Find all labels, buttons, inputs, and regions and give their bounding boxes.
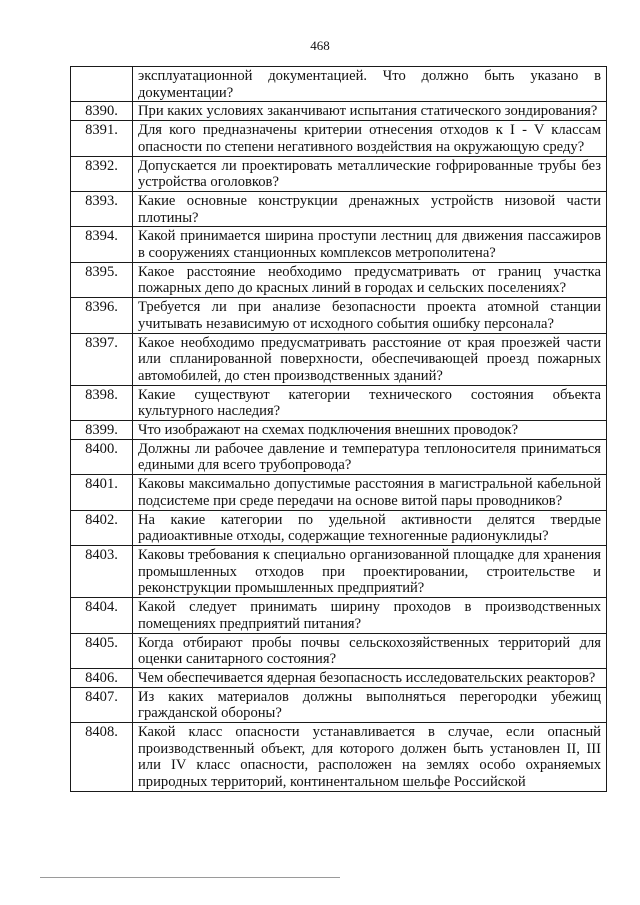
question-text: Требуется ли при анализе безопасности проекта атомной станции учитывать независимую от исходного события ошибку персонала? xyxy=(133,298,607,333)
question-text: Какое расстояние необходимо предусматривать от границ участка пожарных депо до красных линий в городах и сельских поселениях? xyxy=(133,262,607,297)
question-number: 8395. xyxy=(71,262,133,297)
question-text: Какие основные конструкции дренажных устройств низовой части плотины? xyxy=(133,191,607,226)
question-number: 8402. xyxy=(71,510,133,545)
table-row xyxy=(71,227,607,262)
question-text: Какое необходимо предусматривать расстояние от края проезжей части или спланированной поверхности, обеспечивающей проезд пожарных автомобилей, до стен производственных зданий? xyxy=(133,333,607,385)
table-row xyxy=(71,510,607,545)
table-row xyxy=(71,121,607,156)
table-row xyxy=(71,439,607,474)
question-text: Какие существуют категории технического состояния объекта культурного наследия? xyxy=(133,385,607,420)
question-number: 8405. xyxy=(71,633,133,668)
question-number: 8408. xyxy=(71,723,133,792)
question-number: 8396. xyxy=(71,298,133,333)
question-number: 8398. xyxy=(71,385,133,420)
table-row xyxy=(71,67,607,102)
question-number: 8407. xyxy=(71,687,133,722)
page-number: 468 xyxy=(310,38,330,53)
question-text: Что изображают на схемах подключения внешних проводок? xyxy=(133,421,607,440)
question-text: Какой класс опасности устанавливается в случае, если опасный производственный объект, для которого должен быть установлен II, III или IV класс опасности, расположен на землях особо охраняемых природных территорий, континентальном шельфе Российской xyxy=(133,723,607,792)
table-row xyxy=(71,385,607,420)
table-row xyxy=(71,687,607,722)
table-row xyxy=(71,668,607,687)
table-row xyxy=(71,102,607,121)
questions-table xyxy=(70,66,607,792)
question-text: Должны ли рабочее давление и температура теплоносителя приниматься едиными для всего трубопровода? xyxy=(133,439,607,474)
question-number: 8391. xyxy=(71,121,133,156)
question-number: 8390. xyxy=(71,102,133,121)
question-text: Чем обеспечивается ядерная безопасность исследовательских реакторов? xyxy=(133,668,607,687)
table-row xyxy=(71,156,607,191)
table-row xyxy=(71,598,607,633)
question-number: 8401. xyxy=(71,475,133,510)
question-text: Когда отбирают пробы почвы сельскохозяйственных территорий для оценки санитарного состояния? xyxy=(133,633,607,668)
table-row xyxy=(71,191,607,226)
table-row xyxy=(71,333,607,385)
table-row xyxy=(71,633,607,668)
question-text: Какой следует принимать ширину проходов в производственных помещениях предприятий питания? xyxy=(133,598,607,633)
question-number: 8404. xyxy=(71,598,133,633)
table-row xyxy=(71,475,607,510)
table-row xyxy=(71,262,607,297)
table-row xyxy=(71,545,607,597)
question-number: 8400. xyxy=(71,439,133,474)
question-number: 8397. xyxy=(71,333,133,385)
question-number: 8406. xyxy=(71,668,133,687)
table-row xyxy=(71,723,607,792)
question-number: 8399. xyxy=(71,421,133,440)
question-number: 8393. xyxy=(71,191,133,226)
question-number: 8403. xyxy=(71,545,133,597)
question-text: Для кого предназначены критерии отнесения отходов к I - V классам опасности по степени негативного воздействия на окружающую среду? xyxy=(133,121,607,156)
question-text: При каких условиях заканчивают испытания статического зондирования? xyxy=(133,102,607,121)
question-text: На какие категории по удельной активности делятся твердые радиоактивные отходы, содержащие техногенные радионуклиды? xyxy=(133,510,607,545)
table-row xyxy=(71,421,607,440)
question-text: Каковы максимально допустимые расстояния в магистральной кабельной подсистеме при среде передачи на основе витой пары проводников? xyxy=(133,475,607,510)
question-number xyxy=(71,67,133,102)
table-row xyxy=(71,298,607,333)
question-number: 8392. xyxy=(71,156,133,191)
question-number: 8394. xyxy=(71,227,133,262)
question-text: Какой принимается ширина проступи лестниц для движения пассажиров в сооружениях станционных комплексов метрополитена? xyxy=(133,227,607,262)
question-text: Допускается ли проектировать металлические гофрированные трубы без устройства оголовков? xyxy=(133,156,607,191)
question-text: Из каких материалов должны выполняться перегородки убежищ гражданской обороны? xyxy=(133,687,607,722)
question-text: Каковы требования к специально организованной площадке для хранения промышленных отходов при проектировании, строительстве и реконструкции промышленных предприятий? xyxy=(133,545,607,597)
footer-divider xyxy=(40,877,340,878)
question-text: эксплуатационной документацией. Что должно быть указано в документации? xyxy=(133,67,607,102)
